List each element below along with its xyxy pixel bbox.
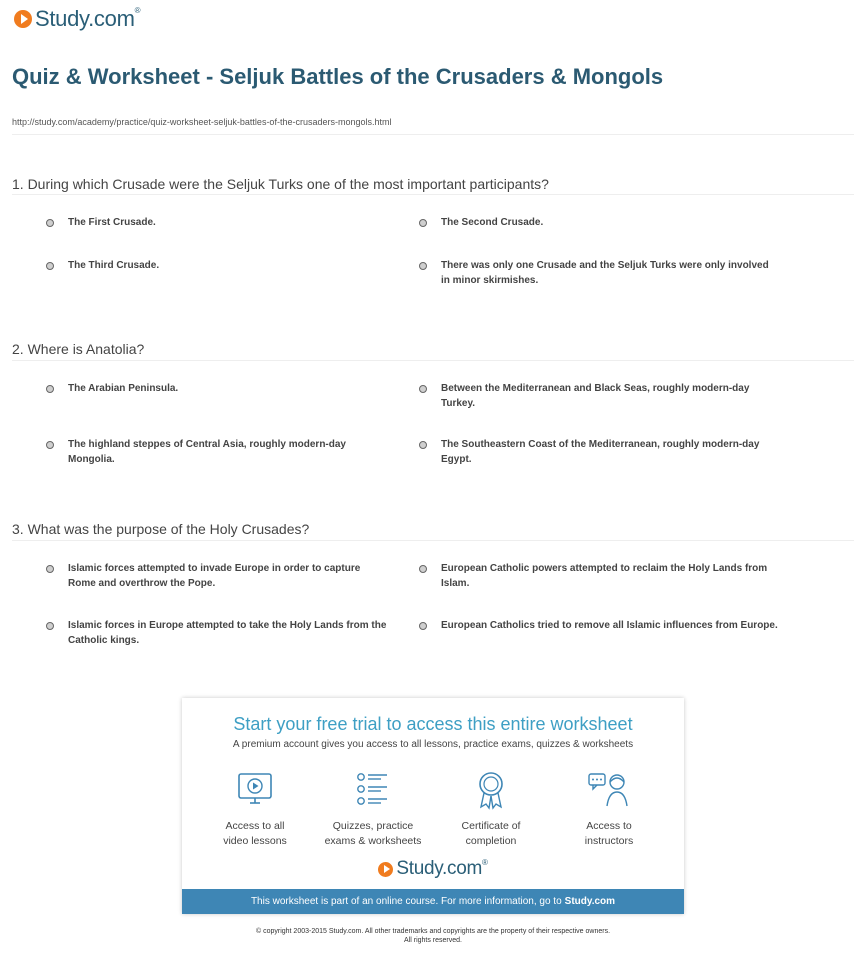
study-logo-cta[interactable] <box>182 858 684 880</box>
radio-button-icon[interactable] <box>46 219 54 227</box>
copyright-footer <box>0 927 866 945</box>
answer-option-label: European Catholic powers attempted to reclaim the Holy Lands from Islam. <box>441 563 768 589</box>
answer-option[interactable] <box>46 215 376 230</box>
page-title: Quiz & Worksheet - Seljuk Battles of the Crusaders & Mongols <box>12 64 664 89</box>
answer-option[interactable] <box>46 437 376 467</box>
answer-option[interactable] <box>419 258 779 288</box>
feature-label: Certificate of <box>461 820 521 832</box>
divider <box>12 540 854 541</box>
answer-option[interactable] <box>46 258 376 273</box>
feature-label: Quizzes, practice <box>332 820 414 832</box>
course-info-bar <box>182 889 684 914</box>
feature-label: Access to all <box>225 820 285 832</box>
feature-label: video lessons <box>223 835 287 847</box>
radio-button-icon[interactable] <box>46 262 54 270</box>
divider <box>12 360 854 361</box>
answer-option-label: Islamic forces in Europe attempted to take the Holy Lands from the Catholic kings. <box>68 620 387 646</box>
radio-button-icon[interactable] <box>419 441 427 449</box>
trademark: ® <box>482 858 488 867</box>
answer-option[interactable] <box>419 215 779 230</box>
brand-name: Study.com <box>396 858 483 879</box>
answer-option[interactable] <box>419 437 779 467</box>
feature-video-lessons[interactable] <box>200 770 310 849</box>
trademark: ® <box>134 6 141 15</box>
question-1-text: 1. During which Crusade were the Seljuk Turks one of the most important participants? <box>12 176 549 192</box>
study-com-link[interactable]: Study.com <box>564 896 616 907</box>
answer-option-label: European Catholics tried to remove all Islamic influences from Europe. <box>441 620 778 631</box>
answer-option-label: The First Crusade. <box>68 217 156 228</box>
feature-certificate[interactable] <box>436 770 546 849</box>
answer-option-label: The highland steppes of Central Asia, roughly modern-day Mongolia. <box>68 439 346 465</box>
answer-option[interactable] <box>419 618 779 633</box>
feature-instructors[interactable] <box>554 770 664 849</box>
radio-button-icon[interactable] <box>419 565 427 573</box>
radio-button-icon[interactable] <box>46 622 54 630</box>
answer-option[interactable] <box>419 381 779 411</box>
page-url[interactable]: http://study.com/academy/practice/quiz-worksheet-seljuk-battles-of-the-crusaders-mongols.html <box>12 117 392 127</box>
question-3-text: 3. What was the purpose of the Holy Crusades? <box>12 521 310 537</box>
feature-label: instructors <box>584 835 634 847</box>
answer-option-label: Between the Mediterranean and Black Seas, roughly modern-day Turkey. <box>441 383 750 409</box>
divider <box>12 194 854 195</box>
video-lesson-icon <box>235 770 275 810</box>
study-logo[interactable] <box>14 6 140 32</box>
free-trial-subtitle: A premium account gives you access to all lessons, practice exams, quizzes & worksheets <box>232 739 634 750</box>
feature-label: completion <box>465 835 517 847</box>
feature-label: Access to <box>586 820 632 832</box>
certificate-icon <box>471 770 511 810</box>
question-2-text: 2. Where is Anatolia? <box>12 341 145 357</box>
radio-button-icon[interactable] <box>46 565 54 573</box>
answer-option-label: There was only one Crusade and the Seljuk Turks were only involved in minor skirmishes. <box>441 260 769 286</box>
radio-button-icon[interactable] <box>419 262 427 270</box>
brand-name: Study.com <box>35 6 135 31</box>
feature-label: exams & worksheets <box>324 835 422 847</box>
rights-line: All rights reserved. <box>404 937 462 944</box>
radio-button-icon[interactable] <box>419 219 427 227</box>
radio-button-icon[interactable] <box>46 385 54 393</box>
divider <box>12 134 854 135</box>
answer-option[interactable] <box>419 561 779 591</box>
play-icon <box>378 862 393 877</box>
feature-quizzes[interactable] <box>318 770 428 849</box>
answer-option[interactable] <box>46 561 386 591</box>
instructor-icon <box>587 770 631 810</box>
radio-button-icon[interactable] <box>419 622 427 630</box>
free-trial-headline[interactable]: Start your free trial to access this entire worksheet <box>233 714 633 734</box>
answer-option[interactable] <box>46 381 376 396</box>
course-info-text: This worksheet is part of an online course. For more information, go to <box>250 896 562 907</box>
radio-button-icon[interactable] <box>46 441 54 449</box>
answer-option-label: The Arabian Peninsula. <box>68 383 179 394</box>
free-trial-panel <box>182 698 684 914</box>
answer-option-label: The Third Crusade. <box>68 260 160 271</box>
answer-option[interactable] <box>46 618 406 648</box>
answer-option-label: The Southeastern Coast of the Mediterranean, roughly modern-day Egypt. <box>441 439 760 465</box>
copyright-line: © copyright 2003-2015 Study.com. All other trademarks and copyrights are the property of their respective owners. <box>255 928 611 935</box>
play-icon <box>14 10 32 28</box>
answer-option-label: Islamic forces attempted to invade Europe in order to capture Rome and overthrow the Pope. <box>68 563 361 589</box>
radio-button-icon[interactable] <box>419 385 427 393</box>
quiz-list-icon <box>353 770 393 810</box>
answer-option-label: The Second Crusade. <box>441 217 544 228</box>
